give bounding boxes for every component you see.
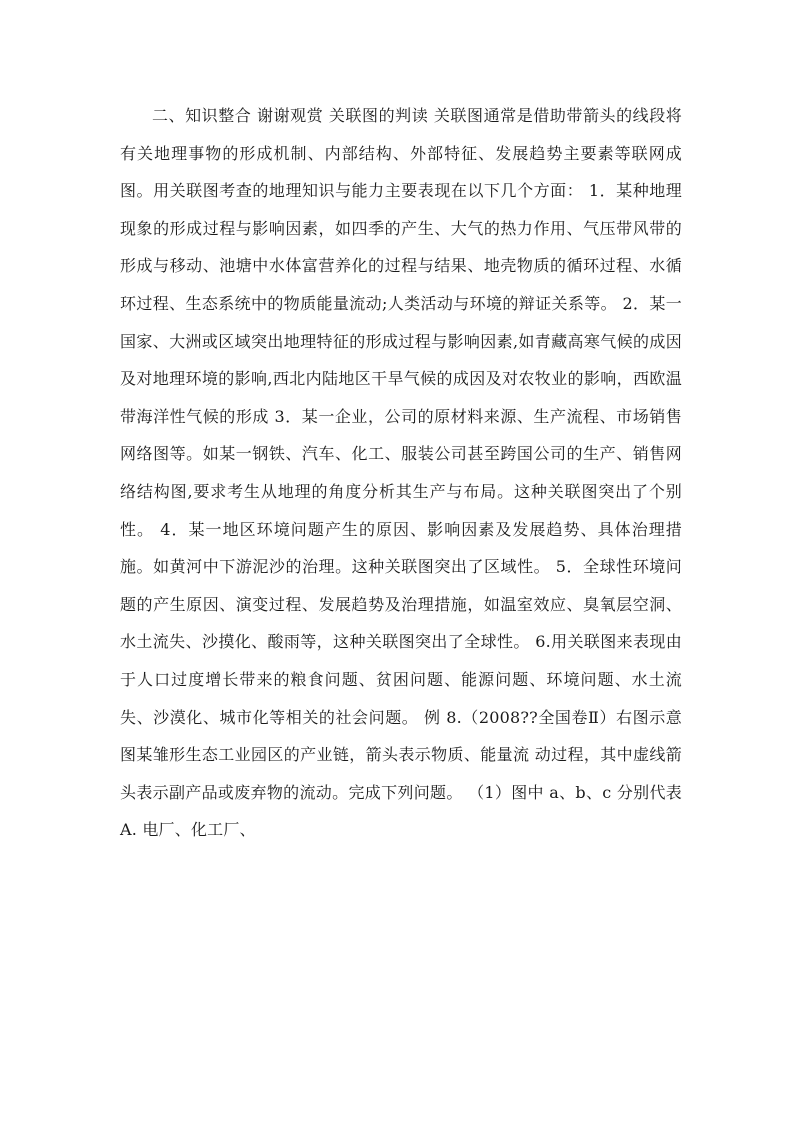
body-paragraph: 二、知识整合 谢谢观赏 关联图的判读 关联图通常是借助带箭头的线段将有关地理事物的形成机制、内部结构、外部特征、发展趋势主要素等联网成图。用关联图考查的地理知识与能力主要表现在以下几个方面： 1．某种地理现象的形成过程与影响因素，如四季的产生、大气的热力作用、气压带风带的形成与移动、池塘中水体富营养化的过程与结果、地壳物质的循环过程、水循环过程、生态系统中的物质能量流动;人类活动与环境的辩证关系等。 2．某一国家、大洲或区域突出地理特征的形成过程与影响因素,如青藏高寒气候的成因及对地理环境的影响,西北内陆地区干旱气候的成因及对农牧业的影响，西欧温带海洋性气候的形成 3．某一企业，公司的原材料来源、生产流程、市场销售网络图等。如某一钢铁、汽车、化工、服装公司甚至跨国公司的生产、销售网络结构图,要求考生从地理的角度分析其生产与布局。这种关联图突出了个别性。 4．某一地区环境问题产生的原因、影响因素及发展趋势、具体治理措施。如黄河中下游泥沙的治理。这种关联图突出了区域性。 5．全球性环境问题的产生原因、演变过程、发展趋势及治理措施，如温室效应、臭氧层空洞、水土流失、沙摸化、酸雨等，这种关联图突出了全球性。 6.用关联图来表现由于人口过度增长带来的粮食问题、贫困问题、能源问题、环境问题、水土流失、沙漠化、城市化等相关的社会问题。 例 8.（2008??全国卷Ⅱ）右图示意图某雏形生态工业园区的产业链，箭头表示物质、能量流 动过程，其中虚线箭头表示副产品或废弃物的流动。完成下列问题。 （1）图中 a、b、c 分别代表 A. 电厂、化工厂、 xyxy=(120,106,682,840)
